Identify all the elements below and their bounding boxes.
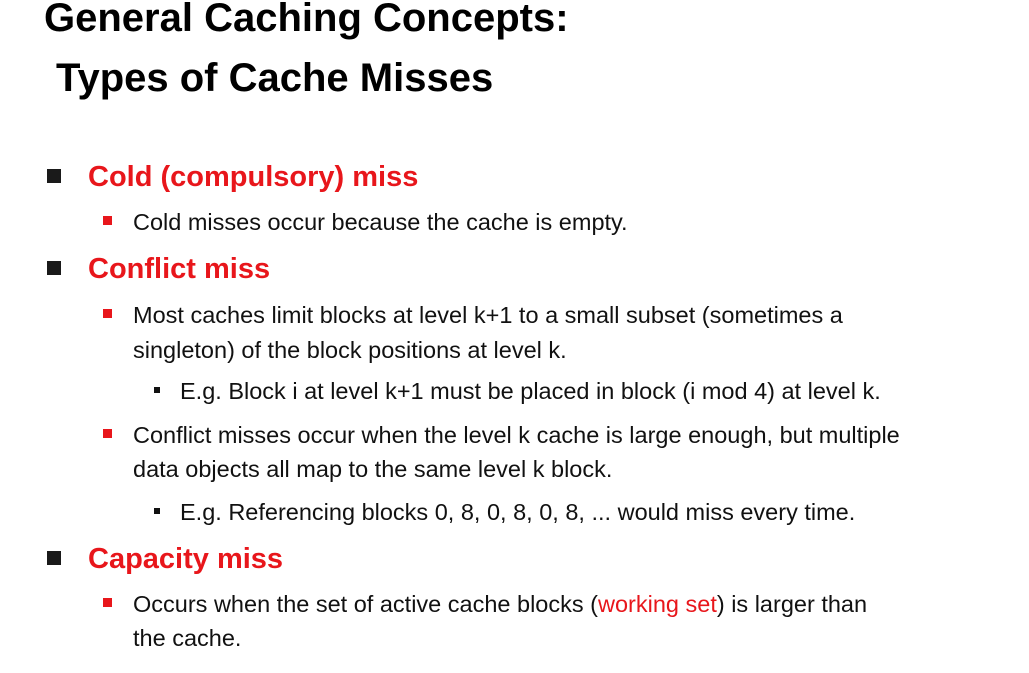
bullet-text: Cold misses occur because the cache is empty. [133, 209, 628, 235]
square-bullet-icon [47, 551, 61, 565]
section-heading-capacity-miss [47, 542, 283, 576]
title-line-1: General Caching Concepts: [44, 0, 569, 40]
bullet-text: Conflict misses occur when the level k cache is large enough, but multiple [133, 422, 900, 448]
bullet-text: singleton) of the block positions at level k. [133, 337, 567, 363]
square-bullet-icon [103, 309, 112, 318]
square-bullet-icon [47, 261, 61, 275]
section-heading-text: Cold (compulsory) miss [88, 161, 419, 193]
square-bullet-icon [103, 429, 112, 438]
slide-title [44, 0, 569, 108]
title-line-2: Types of Cache Misses [56, 56, 494, 100]
section-heading-cold-miss [47, 160, 418, 194]
small-square-bullet-icon [154, 387, 160, 393]
square-bullet-icon [47, 169, 61, 183]
bullet-text-part: ) is larger than [716, 591, 868, 617]
square-bullet-icon [103, 216, 112, 225]
section-heading-conflict-miss [47, 252, 270, 286]
section-heading-text: Conflict miss [88, 253, 271, 285]
section-heading-text: Capacity miss [88, 543, 284, 575]
working-set-highlight: working set [598, 591, 717, 617]
small-square-bullet-icon [154, 508, 160, 514]
sub-bullet-text: E.g. Block i at level k+1 must be placed in block (i mod 4) at level k. [180, 378, 881, 404]
bullet-text-part: Occurs when the set of active cache blocks ( [133, 591, 598, 617]
square-bullet-icon [103, 598, 112, 607]
bullet-text: Most caches limit blocks at level k+1 to a small subset (sometimes a [133, 302, 843, 328]
bullet-text [133, 587, 867, 621]
bullet-text: data objects all map to the same level k block. [133, 456, 613, 482]
bullet-text: the cache. [133, 625, 242, 651]
sub-bullet-text: E.g. Referencing blocks 0, 8, 0, 8, 0, 8, ... would miss every time. [180, 499, 856, 525]
